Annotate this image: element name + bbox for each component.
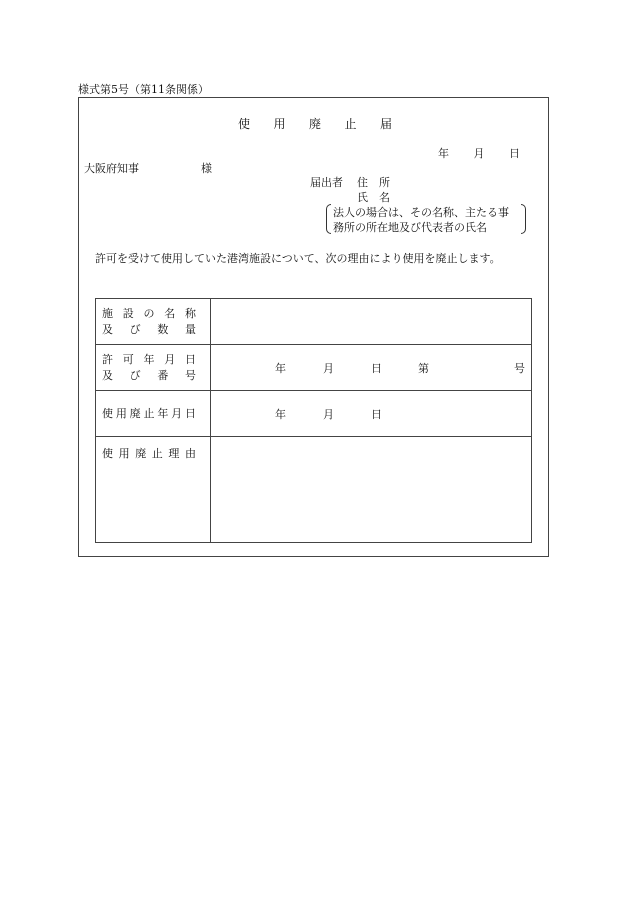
- applicant-label: 届出者: [310, 176, 343, 189]
- row-reason: [96, 437, 532, 543]
- document-title: [238, 115, 392, 132]
- form-number: 様式第5号（第11条関係）: [78, 83, 209, 96]
- permit-month: 月: [323, 361, 334, 375]
- label-char: 月: [171, 406, 183, 420]
- form-table: [95, 298, 532, 543]
- title-char: 届: [379, 117, 392, 131]
- label-char: 番: [157, 368, 169, 382]
- statement-text: 許可を受けて使用していた港湾施設について、次の理由により使用を廃止します。: [95, 252, 501, 265]
- label-reason: [96, 437, 211, 543]
- permit-day: 日: [371, 361, 382, 375]
- label-facility: [96, 299, 211, 345]
- label-char: 止: [151, 447, 163, 460]
- label-char: 許: [102, 352, 113, 366]
- label-char: 年: [143, 352, 155, 366]
- discontinue-month: 月: [323, 407, 334, 421]
- label-char: 用: [115, 406, 127, 420]
- label-char: 年: [157, 406, 169, 420]
- row-facility: [96, 299, 532, 345]
- label-char: 号: [184, 368, 196, 382]
- addressee-honorific: 様: [201, 162, 212, 175]
- label-char: 称: [185, 306, 196, 320]
- addressee-name: 大阪府知事: [84, 162, 139, 175]
- corporate-note-line1: 法人の場合は、その名称、主たる事: [333, 206, 509, 219]
- left-bracket: [326, 204, 331, 234]
- facility-value-field[interactable]: [211, 299, 532, 345]
- title-char: 使: [238, 117, 251, 131]
- label-char: 日: [185, 352, 196, 366]
- reason-value-field[interactable]: [211, 437, 532, 543]
- date-line: [438, 145, 520, 161]
- label-char: 数: [157, 322, 169, 336]
- date-year: 年: [438, 147, 449, 160]
- label-char: 日: [184, 406, 196, 420]
- discontinue-date-field[interactable]: [211, 391, 532, 437]
- label-char: の: [143, 306, 155, 320]
- label-char: 廃: [129, 406, 141, 420]
- title-char: 止: [344, 117, 357, 131]
- date-month: 月: [473, 147, 485, 160]
- name-label: 氏 名: [357, 191, 390, 204]
- label-char: 由: [184, 447, 196, 460]
- label-char: 可: [122, 352, 134, 366]
- label-char: 使: [102, 447, 113, 460]
- title-char: 廃: [308, 117, 321, 131]
- address-label: 住 所: [357, 176, 390, 189]
- corporate-note-line2: 務所の所在地及び代表者の氏名: [333, 221, 487, 234]
- label-char: 名: [164, 306, 176, 320]
- label-char: 及: [102, 368, 113, 382]
- label-char: び: [129, 368, 141, 382]
- permit-year: 年: [275, 361, 286, 375]
- discontinue-day: 日: [371, 407, 382, 421]
- label-char: び: [129, 322, 141, 336]
- title-char: 用: [273, 117, 286, 131]
- label-char: 設: [122, 306, 134, 320]
- label-char: 止: [143, 406, 155, 420]
- label-char: 月: [164, 352, 176, 366]
- permit-number-suffix: 号: [514, 361, 525, 375]
- discontinue-year: 年: [275, 407, 286, 421]
- date-day: 日: [509, 147, 520, 160]
- permit-number-prefix: 第: [418, 361, 429, 375]
- label-char: 使: [102, 406, 113, 420]
- row-permit: [96, 345, 532, 391]
- permit-value-field[interactable]: [211, 345, 532, 391]
- label-discontinue-date: [96, 391, 211, 437]
- label-char: 施: [102, 306, 113, 320]
- label-char: 及: [102, 322, 113, 336]
- label-permit: [96, 345, 211, 391]
- label-char: 量: [184, 322, 196, 336]
- label-char: 廃: [135, 447, 147, 460]
- label-char: 用: [118, 447, 130, 460]
- right-bracket: [521, 204, 526, 234]
- label-char: 理: [168, 447, 180, 460]
- row-discontinue-date: [96, 391, 532, 437]
